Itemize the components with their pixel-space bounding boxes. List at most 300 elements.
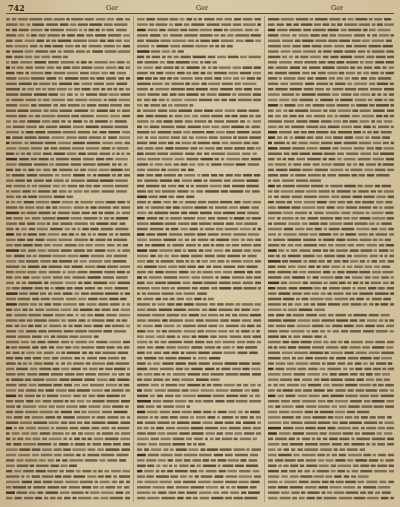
text-word (186, 491, 197, 494)
text-word (41, 298, 50, 301)
text-word (52, 260, 57, 263)
text-word (268, 303, 281, 306)
text-word (46, 40, 50, 43)
text-word (254, 88, 261, 91)
text-word (137, 190, 146, 193)
text-word (302, 93, 316, 96)
text-word (233, 287, 242, 290)
text-word (321, 120, 332, 123)
text-word (74, 109, 88, 112)
text-word (217, 416, 220, 419)
text-word (157, 153, 168, 156)
text-word (92, 50, 103, 53)
text-word (54, 292, 61, 295)
text-word (374, 99, 382, 102)
text-word (232, 314, 237, 317)
text-word (25, 378, 31, 381)
text-word (80, 93, 84, 96)
text-word (185, 319, 194, 322)
text-word (19, 29, 29, 32)
text-word (310, 233, 318, 236)
text-word (88, 169, 98, 172)
text-word (256, 115, 261, 118)
text-word (157, 18, 168, 21)
text-word (365, 325, 374, 328)
text-word (365, 136, 369, 139)
text-word (167, 244, 170, 247)
text-word (87, 319, 90, 322)
text-word (334, 45, 344, 48)
text-word (108, 357, 119, 360)
text-word (268, 115, 273, 118)
text-word (360, 491, 366, 494)
text-word (150, 104, 160, 107)
text-word (137, 249, 147, 252)
text-word (116, 454, 128, 457)
text-word (170, 217, 182, 220)
text-word (39, 126, 44, 129)
text-word (383, 93, 387, 96)
text-word (40, 292, 46, 295)
text-word (43, 99, 50, 102)
text-word (212, 481, 223, 484)
text-word (71, 158, 81, 161)
text-word (339, 405, 347, 408)
text-word (82, 212, 90, 215)
text-word (310, 282, 322, 285)
text-word (73, 83, 79, 86)
text-word (6, 287, 11, 290)
text-word (204, 153, 209, 156)
text-word (137, 352, 145, 355)
text-word (107, 18, 114, 21)
text-word (66, 136, 77, 139)
text-word (344, 352, 354, 355)
text-word (283, 233, 296, 236)
text-word (187, 265, 196, 268)
text-word (268, 77, 277, 80)
text-word (274, 190, 279, 193)
text-word (204, 346, 215, 349)
text-word (62, 459, 67, 462)
text-word (255, 260, 261, 263)
text-word (115, 432, 120, 435)
text-word (21, 325, 27, 328)
text-word (290, 88, 302, 91)
text-word (347, 239, 358, 242)
text-word (356, 104, 368, 107)
text-word (66, 405, 77, 408)
text-word (268, 276, 282, 279)
text-word (333, 233, 339, 236)
text-word (49, 438, 62, 441)
text-word (268, 357, 281, 360)
text-word (147, 432, 156, 435)
text-word (137, 104, 142, 107)
text-word (137, 45, 149, 48)
text-word (47, 131, 61, 134)
text-word (268, 104, 278, 107)
text-word (254, 276, 261, 279)
text-word (311, 72, 316, 75)
text-word (147, 282, 154, 285)
text-word (300, 56, 308, 59)
text-word (56, 389, 67, 392)
text-word (377, 83, 388, 86)
text-word (76, 373, 84, 376)
text-word (353, 292, 358, 295)
text-word (165, 83, 170, 86)
text-word (66, 470, 74, 473)
text-word (225, 432, 233, 435)
text-word (74, 206, 84, 209)
text-word (335, 217, 342, 220)
text-word (54, 481, 64, 484)
text-word (377, 465, 387, 468)
text-word (243, 427, 251, 430)
text-word (60, 109, 73, 112)
text-word (216, 228, 223, 231)
text-word (235, 416, 239, 419)
text-word (250, 416, 254, 419)
text-word (382, 373, 390, 376)
text-word (11, 201, 15, 204)
text-word (145, 422, 156, 425)
text-word (347, 255, 352, 258)
text-word (353, 163, 357, 166)
text-word (226, 244, 231, 247)
text-word (281, 18, 294, 21)
text-word (137, 109, 141, 112)
text-word (122, 131, 130, 134)
text-word (253, 120, 261, 123)
text-word (293, 271, 298, 274)
text-word (268, 23, 275, 26)
text-word (86, 185, 92, 188)
text-word (105, 475, 111, 478)
text-word (288, 158, 295, 161)
text-word (137, 303, 150, 306)
text-word (115, 40, 121, 43)
text-word (294, 131, 300, 134)
text-word (61, 61, 75, 64)
text-word (158, 357, 163, 360)
text-word (238, 93, 251, 96)
text-word (76, 61, 79, 64)
text-word (149, 239, 161, 242)
text-word (389, 66, 394, 69)
text-word (297, 395, 307, 398)
text-word (177, 72, 185, 75)
text-word (99, 131, 106, 134)
text-word (166, 427, 175, 430)
text-word (11, 99, 23, 102)
text-word (366, 163, 376, 166)
text-word (249, 115, 253, 118)
text-word (137, 185, 144, 188)
text-word (40, 432, 50, 435)
text-word (111, 169, 123, 172)
text-word (356, 325, 364, 328)
text-word (174, 454, 182, 457)
text-word (282, 405, 294, 408)
text-word (303, 163, 311, 166)
text-word (211, 459, 216, 462)
text-word (61, 249, 72, 252)
text-word (386, 427, 394, 430)
text-word (31, 158, 38, 161)
text-word (197, 153, 203, 156)
text-word (73, 142, 85, 145)
text-word (268, 99, 277, 102)
text-word (387, 416, 392, 419)
text-word (156, 405, 161, 408)
text-word (191, 255, 203, 258)
text-word (198, 481, 211, 484)
text-word (54, 454, 62, 457)
text-word (278, 486, 288, 489)
text-word (113, 239, 127, 242)
text-word (170, 93, 177, 96)
text-word (288, 303, 292, 306)
text-word (24, 201, 34, 204)
text-word (58, 77, 62, 80)
text-word (214, 249, 223, 252)
text-word (387, 109, 394, 112)
text-word (107, 362, 114, 365)
text-word (383, 282, 389, 285)
text-word (117, 378, 129, 381)
text-word (299, 287, 312, 290)
text-word (189, 29, 199, 32)
text-word (122, 115, 130, 118)
text-word (333, 50, 342, 53)
text-word (65, 77, 79, 80)
text-word (306, 115, 312, 118)
text-word (374, 249, 377, 252)
text-word (44, 45, 51, 48)
text-word (217, 432, 223, 435)
text-word (97, 109, 108, 112)
text-word (125, 292, 130, 295)
text-word (146, 115, 154, 118)
text-word (156, 475, 169, 478)
text-word (147, 362, 151, 365)
text-word (25, 416, 30, 419)
text-word (351, 438, 354, 441)
text-word (46, 389, 54, 392)
text-word (341, 93, 351, 96)
text-word (90, 109, 94, 112)
text-word (304, 196, 317, 199)
text-word (304, 470, 310, 473)
text-word (137, 491, 150, 494)
text-word (363, 486, 376, 489)
text-word (337, 23, 342, 26)
text-word (303, 255, 315, 258)
text-word (187, 443, 192, 446)
text-word (390, 303, 394, 306)
text-word (56, 158, 69, 161)
text-word (213, 66, 218, 69)
text-word (334, 115, 338, 118)
text-word (80, 201, 93, 204)
text-word (137, 56, 144, 59)
text-word (255, 271, 261, 274)
text-word (36, 465, 49, 468)
text-word (228, 411, 236, 414)
text-word (243, 66, 253, 69)
text-word (227, 153, 240, 156)
text-word (19, 448, 30, 451)
text-word (137, 158, 146, 161)
text-word (201, 83, 206, 86)
text-word (160, 368, 174, 371)
text-word (153, 400, 162, 403)
text-word (177, 190, 188, 193)
text-word (335, 99, 339, 102)
text-word (308, 368, 317, 371)
text-word (71, 378, 83, 381)
text-word (243, 335, 251, 338)
text-word (196, 190, 203, 193)
text-word (169, 115, 173, 118)
text-word (293, 314, 305, 317)
text-word (288, 255, 301, 258)
text-word (48, 459, 54, 462)
text-word (103, 443, 112, 446)
text-word (6, 61, 10, 64)
text-word (210, 88, 218, 91)
text-word (283, 389, 293, 392)
text-word (79, 303, 85, 306)
text-word (174, 249, 181, 252)
text-word (122, 303, 125, 306)
text-word (353, 131, 361, 134)
text-word (332, 93, 339, 96)
text-word (6, 120, 11, 123)
text-word (236, 422, 241, 425)
text-word (196, 88, 208, 91)
text-word (235, 303, 240, 306)
text-word (28, 325, 33, 328)
text-word (362, 346, 370, 349)
text-word (310, 109, 321, 112)
text-word (379, 249, 389, 252)
text-word (185, 83, 190, 86)
text-word (334, 142, 342, 145)
text-word (211, 153, 225, 156)
text-word (32, 217, 41, 220)
text-word (192, 282, 202, 285)
text-word (173, 373, 186, 376)
text-word (324, 228, 327, 231)
text-word (225, 303, 234, 306)
text-word (232, 368, 241, 371)
text-word (268, 142, 272, 145)
text-word (301, 23, 313, 26)
text-word (293, 23, 298, 26)
text-word (304, 292, 311, 295)
text-word (307, 373, 320, 376)
text-word (287, 201, 292, 204)
text-word (6, 56, 12, 59)
text-word (197, 292, 207, 295)
text-word (228, 459, 239, 462)
text-word (327, 61, 335, 64)
text-word (360, 61, 364, 64)
text-word (276, 109, 282, 112)
text-word (120, 416, 125, 419)
text-word (6, 126, 11, 129)
text-word (52, 432, 64, 435)
text-word (226, 174, 233, 177)
text-word (225, 497, 232, 500)
text-word (151, 45, 154, 48)
text-word (360, 153, 371, 156)
text-word (327, 174, 336, 177)
text-word (234, 201, 240, 204)
text-word (26, 23, 30, 26)
text-word (148, 196, 157, 199)
text-word (16, 459, 23, 462)
text-word (255, 40, 261, 43)
text-word (340, 147, 352, 150)
text-word (252, 228, 255, 231)
text-word (137, 454, 146, 457)
text-word (105, 486, 115, 489)
text-word (381, 352, 394, 355)
text-word (78, 298, 86, 301)
text-word (238, 99, 252, 102)
text-word (319, 465, 329, 468)
text-word (105, 50, 117, 53)
text-word (6, 18, 10, 21)
text-word (368, 99, 373, 102)
text-word (156, 72, 163, 75)
text-word (354, 416, 359, 419)
text-word (315, 99, 318, 102)
text-word (355, 432, 360, 435)
text-word (43, 400, 52, 403)
text-word (251, 330, 255, 333)
text-word (300, 249, 311, 252)
text-word (56, 459, 60, 462)
text-word (19, 427, 24, 430)
text-word (19, 206, 24, 209)
text-word (369, 18, 373, 21)
text-word (6, 491, 15, 494)
text-word (268, 384, 271, 387)
text-word (42, 120, 50, 123)
text-word (54, 179, 64, 182)
text-word (354, 126, 362, 129)
text-word (6, 222, 17, 225)
text-word (359, 163, 364, 166)
text-word (118, 77, 124, 80)
text-word (80, 72, 89, 75)
text-word (53, 104, 57, 107)
text-word (377, 443, 385, 446)
text-word (308, 265, 314, 268)
text-word (45, 287, 49, 290)
text-word (344, 136, 353, 139)
text-word (376, 378, 382, 381)
text-word (28, 249, 36, 252)
text-word (34, 319, 47, 322)
text-word (222, 438, 233, 441)
text-word (268, 475, 279, 478)
